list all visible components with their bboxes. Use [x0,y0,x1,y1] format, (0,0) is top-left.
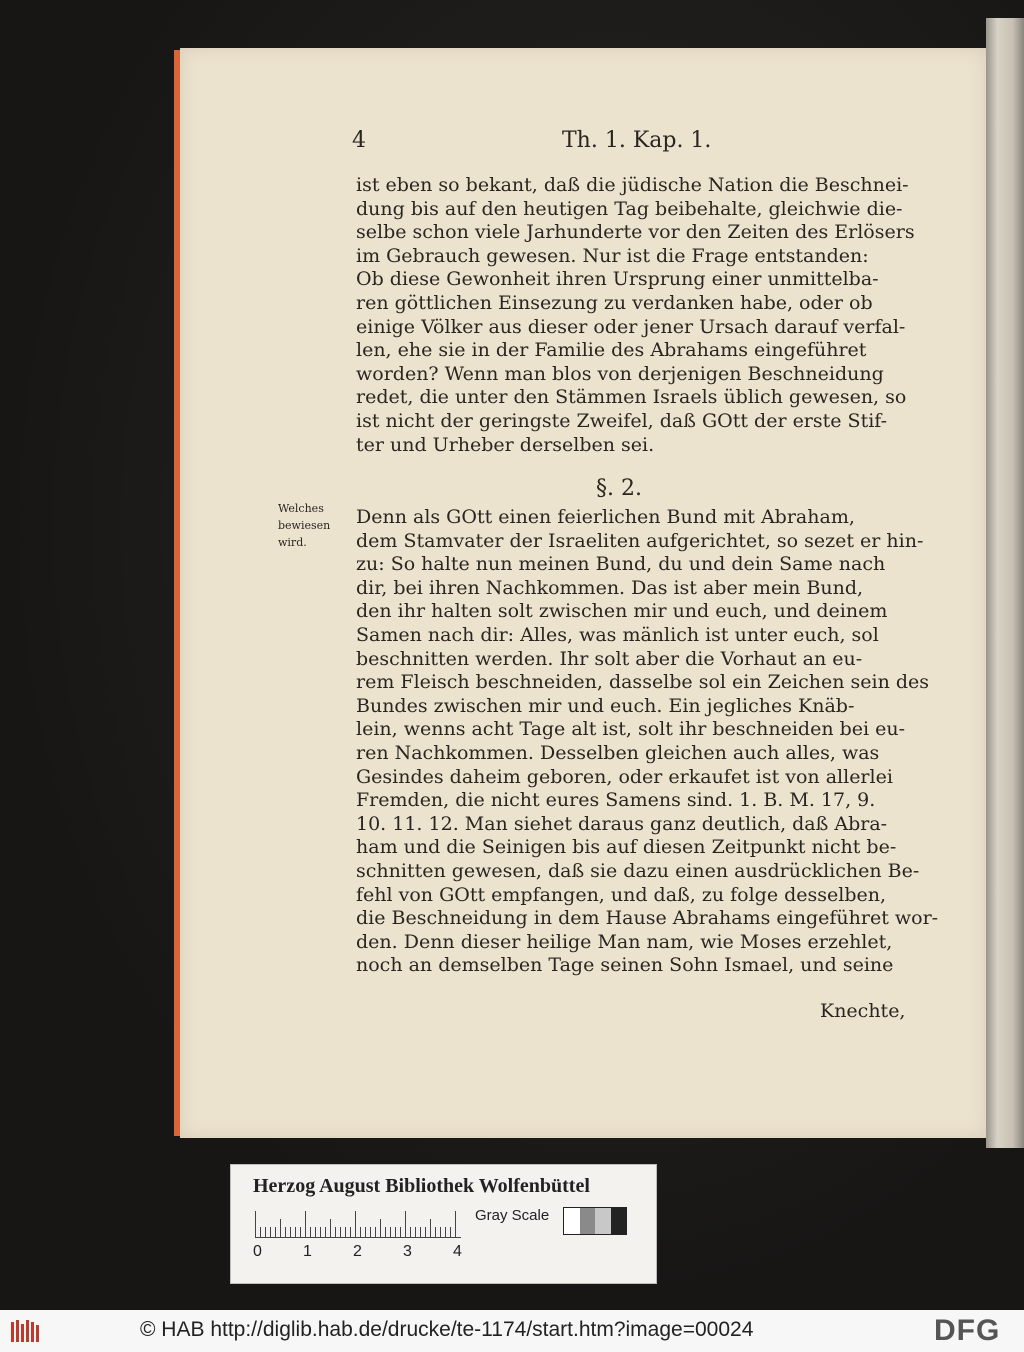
running-title: Th. 1. Kap. 1. [562,128,712,153]
catchword: Knechte, [820,1000,906,1022]
ruler-tick [365,1227,366,1237]
ruler-tick [415,1227,416,1237]
text-line: Denn als GOtt einen feierlichen Bund mit Abraham, [356,506,855,528]
ruler-tick [380,1219,381,1237]
dfg-logo: DFG [934,1314,1001,1347]
gray-scale-swatches [563,1207,627,1235]
ruler-number: 1 [303,1243,312,1260]
margin-note-line: wird. [278,536,307,549]
ruler-tick [375,1227,376,1237]
text-line: redet, die unter den Stämmen Israels üblich gewesen, so [356,386,907,409]
margin-note-line: Welches [278,502,324,515]
text-line: Samen nach dir: Alles, was mänlich ist unter euch, sol [356,623,879,646]
book-page [180,48,986,1138]
ruler-number: 4 [453,1243,462,1260]
ruler-tick [340,1227,341,1237]
ruler-tick [385,1227,386,1237]
ruler-tick [455,1211,456,1237]
paragraph-1 [356,174,916,457]
ruler-tick [370,1227,371,1237]
library-color-card [230,1164,657,1284]
ruler-tick [410,1227,411,1237]
ruler-tick [355,1211,356,1237]
page-number: 4 [352,128,366,153]
scale-ruler [255,1209,461,1238]
ruler-tick [295,1227,296,1237]
ruler-number: 3 [403,1243,412,1260]
text-line: Fremden, die nicht eures Samens sind. 1. B. M. 17, 9. [356,789,876,812]
text-line: dir, bei ihren Nachkommen. Das ist aber mein Bund, [356,576,864,599]
ruler-tick [260,1227,261,1237]
text-line: worden? Wenn man blos von derjenigen Beschneidung [356,362,884,385]
text-line: rem Fleisch beschneiden, dasselbe sol ein Zeichen sein des [356,671,930,694]
text-line: einige Völker aus dieser oder jener Ursach darauf verfal- [356,315,906,338]
text-line: Ob diese Gewonheit ihren Ursprung einer unmittelba- [356,268,879,291]
text-line: selbe schon viele Jarhunderte vor den Zeiten des Erlösers [356,221,915,244]
ruler-tick [320,1227,321,1237]
text-line: Gesindes daheim geboren, oder erkaufet ist von allerlei [356,765,893,788]
ruler-tick [300,1227,301,1237]
text-line: zu: So halte nun meinen Bund, du und dein Same nach [356,553,886,576]
ruler-number: 2 [353,1243,362,1260]
gray-scale-label: Gray Scale [475,1207,550,1224]
copyright-url[interactable]: © HAB http://diglib.hab.de/drucke/te-1174/start.htm?image=00024 [140,1318,754,1341]
ruler-tick [285,1227,286,1237]
ruler-tick [325,1227,326,1237]
text-line: schnitten gewesen, daß sie dazu einen ausdrücklichen Be- [356,859,920,882]
ruler-tick [360,1227,361,1237]
gray-swatch [564,1208,580,1234]
gray-swatch [595,1208,611,1234]
ruler-tick [255,1211,256,1237]
adjacent-page-strip [986,18,1024,1148]
text-line: ren Nachkommen. Desselben gleichen auch alles, was [356,741,880,764]
ruler-tick [405,1211,406,1237]
text-line: Bundes zwischen mir und euch. Ein jegliches Knäb- [356,694,855,717]
text-line: ist eben so bekant, daß die jüdische Nation die Beschnei- [356,174,909,196]
ruler-tick [280,1219,281,1237]
library-name: Herzog August Bibliothek Wolfenbüttel [253,1175,590,1197]
ruler-tick [275,1227,276,1237]
ruler-tick [310,1227,311,1237]
text-line: dung bis auf den heutigen Tag beibehalte, gleichwie die- [356,197,903,220]
hab-logo-icon [10,1318,40,1344]
ruler-tick [390,1227,391,1237]
text-line: len, ehe sie in der Familie des Abrahams eingeführet [356,339,867,362]
ruler-tick [430,1219,431,1237]
text-line: 10. 11. 12. Man siehet daraus ganz deutlich, daß Abra- [356,812,888,835]
paragraph-2 [356,506,939,978]
text-line: ist nicht der geringste Zweifel, daß GOtt der erste Stif- [356,409,888,432]
ruler-tick [345,1227,346,1237]
text-line: noch an demselben Tage seinen Sohn Ismael, und seine [356,954,894,977]
section-mark: §. 2. [596,476,642,501]
text-line: dem Stamvater der Israeliten aufgerichtet, so sezet er hin- [356,529,924,552]
ruler-tick [315,1227,316,1237]
margin-note-line: bewiesen [278,519,331,532]
gray-swatch [580,1208,596,1234]
text-line: ham und die Seinigen bis auf diesen Zeitpunkt nicht be- [356,836,897,859]
ruler-tick [420,1227,421,1237]
ruler-tick [400,1227,401,1237]
gray-swatch [611,1208,627,1234]
text-line: die Beschneidung in dem Hause Abrahams eingeführet wor- [356,907,939,930]
text-line: fehl von GOtt empfangen, und daß, zu folge desselben, [356,883,887,906]
text-line: ter und Urheber derselben sei. [356,433,655,456]
ruler-tick [425,1227,426,1237]
ruler-tick [450,1227,451,1237]
ruler-tick [330,1219,331,1237]
text-line: lein, wenns acht Tage alt ist, solt ihr beschneiden bei eu- [356,718,906,741]
ruler-tick [350,1227,351,1237]
ruler-tick [290,1227,291,1237]
text-line: beschnitten werden. Ihr solt aber die Vorhaut an eu- [356,647,863,670]
ruler-tick [335,1227,336,1237]
ruler-tick [440,1227,441,1237]
text-line: den ihr halten solt zwischen mir und euch, und deinem [356,600,888,623]
ruler-tick [395,1227,396,1237]
ruler-tick [265,1227,266,1237]
ruler-tick [270,1227,271,1237]
ruler-number: 0 [253,1243,262,1260]
viewer-footer [0,1310,1024,1352]
text-line: ren göttlichen Einsezung zu verdanken habe, oder ob [356,291,873,314]
ruler-tick [305,1211,306,1237]
text-line: den. Denn dieser heilige Man nam, wie Moses erzehlet, [356,930,893,953]
margin-note [278,500,358,551]
page-header [352,128,732,158]
ruler-tick [435,1227,436,1237]
ruler-tick [445,1227,446,1237]
text-line: im Gebrauch gewesen. Nur ist die Frage entstanden: [356,244,869,267]
